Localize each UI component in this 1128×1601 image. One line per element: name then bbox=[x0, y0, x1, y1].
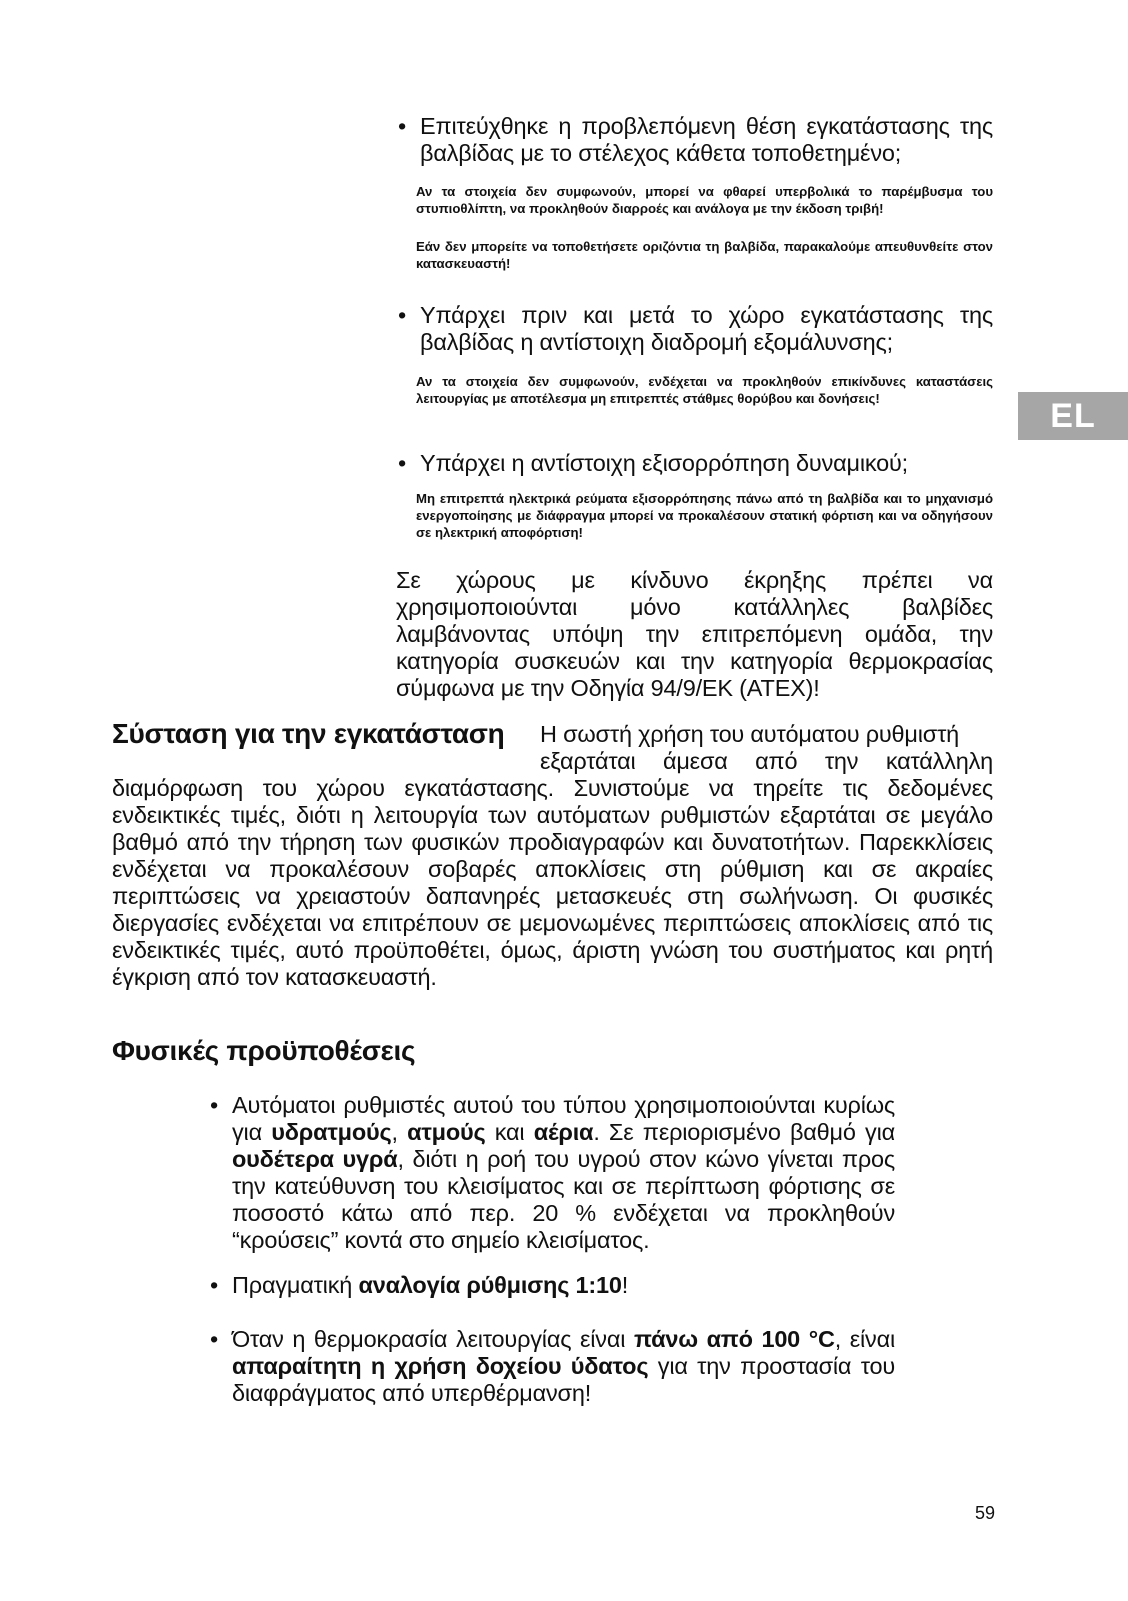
section-heading-physical-requirements: Φυσικές προϋποθέσεις bbox=[112, 1035, 416, 1066]
bullet-icon: • bbox=[398, 450, 407, 476]
section-intro-line2: εξαρτάται άμεσα από την κατάλληλη bbox=[540, 748, 993, 774]
warning-note: Αν τα στοιχεία δεν συμφωνούν, ενδέχεται να προκληθούν επικίνδυνες καταστάσεις λειτουργίας με αποτέλεσμα μη επιτρεπτές στάθμες θορύβου και δονήσεις! bbox=[416, 374, 993, 406]
checklist-item-2 bbox=[398, 302, 993, 356]
warning-note: Αν τα στοιχεία δεν συμφωνούν, μπορεί να φθαρεί υπερβολικά το παρέμβυσμα του στυπιοθλίπτη, να προκληθούν διαρροές και ανάλογα με την έκδοση τριβή! bbox=[416, 184, 993, 216]
checklist-item-3 bbox=[398, 450, 993, 477]
requirement-text: Όταν η θερμοκρασία λειτουργίας είναι πάνω από 100 °C, είναι απαραίτητη η χρήση δοχείου ύδατος για την προστασία του διαφράγματος από υπερθέρμανση! bbox=[232, 1326, 895, 1406]
checklist-item-text: Επιτεύχθηκε η προβλεπόμενη θέση εγκατάστασης της βαλβίδας με το στέλεχος κάθετα τοποθετημένο; bbox=[420, 113, 993, 166]
checklist-item-text: Υπάρχει πριν και μετά το χώρο εγκατάστασης της βαλβίδας η αντίστοιχη διαδρομή εξομάλυνσης; bbox=[420, 302, 993, 355]
requirement-text: Αυτόματοι ρυθμιστές αυτού του τύπου χρησιμοποιούνται κυρίως για υδρατμούς, ατμούς και αέρια. Σε περιορισμένο βαθμό για ουδέτερα υγρά, διότι η ροή του υγρού στον κώνο γίνεται προς την κατεύθυνση του κλεισίματος και σε περίπτωση φόρτισης σε ποσοστό κάτω από περ. 20 % ενδέχεται να προκληθούν “κρούσεις” κοντά στο σημείο κλεισίματος. bbox=[232, 1092, 895, 1253]
warning-note: Εάν δεν μπορείτε να τοποθετήσετε οριζόντια τη βαλβίδα, παρακαλούμε απευθυνθείτε στον κατασκευαστή! bbox=[416, 239, 993, 271]
requirement-item-1 bbox=[210, 1092, 895, 1254]
language-tab: EL bbox=[1018, 392, 1128, 440]
section-heading-installation: Σύσταση για την εγκατάσταση bbox=[112, 718, 505, 749]
warning-note: Μη επιτρεπτά ηλεκτρικά ρεύματα εξισορρόπησης πάνω από τη βαλβίδα και το μηχανισμό ενεργοποίησης με διάφραγμα μπορεί να προκαλέσουν στατική φόρτιση και να οδηγήσουν σε ηλεκτρική αποφόρτιση! bbox=[416, 491, 993, 540]
bullet-icon: • bbox=[398, 302, 407, 328]
section-body-installation: διαμόρφωση του χώρου εγκατάστασης. Συνιστούμε να τηρείτε τις δεδομένες ενδεικτικές τιμές, διότι η λειτουργία των αυτόματων ρυθμιστών εξαρτάται σε μεγάλο βαθμό από την τήρηση των φυσικών προδιαγραφών και δυνατοτήτων. Παρεκκλίσεις ενδέχεται να προκαλέσουν σοβαρές αποκλίσεις στη ρύθμιση και σε ακραίες περιπτώσεις να χρειαστούν δαπανηρές μετασκευές στη σωλήνωση. Οι φυσικές διεργασίες ενδέχεται να επιτρέπουν σε μεμονωμένες περιπτώσεις αποκλίσεις από τις ενδεικτικές τιμές, αυτό προϋποθέτει, όμως, άριστη γνώση του συστήματος και ρητή έγκριση από τον κατασκευαστή. bbox=[112, 775, 993, 990]
checklist-item-1 bbox=[398, 113, 993, 167]
bullet-icon: • bbox=[398, 113, 407, 139]
page-number: 59 bbox=[975, 1503, 996, 1523]
requirement-item-3 bbox=[210, 1326, 895, 1407]
checklist-item-text: Υπάρχει η αντίστοιχη εξισορρόπηση δυναμικού; bbox=[420, 450, 908, 476]
atex-paragraph: Σε χώρους με κίνδυνο έκρηξης πρέπει να χρησιμοποιούνται μόνο κατάλληλες βαλβίδες λαμβάνοντας υπόψη την επιτρεπόμενη ομάδα, την κατηγορία συσκευών και την κατηγορία θερμοκρασίας σύμφωνα με την Οδηγία 94/9/ΕΚ (ATEX)! bbox=[396, 567, 993, 701]
bullet-icon: • bbox=[210, 1326, 219, 1352]
requirement-text: Πραγματική αναλογία ρύθμισης 1:10! bbox=[232, 1272, 629, 1298]
bullet-icon: • bbox=[210, 1272, 219, 1298]
requirement-item-2 bbox=[210, 1272, 895, 1299]
bullet-icon: • bbox=[210, 1092, 219, 1118]
section-intro-line1: Η σωστή χρήση του αυτόματου ρυθμιστή bbox=[540, 721, 960, 747]
